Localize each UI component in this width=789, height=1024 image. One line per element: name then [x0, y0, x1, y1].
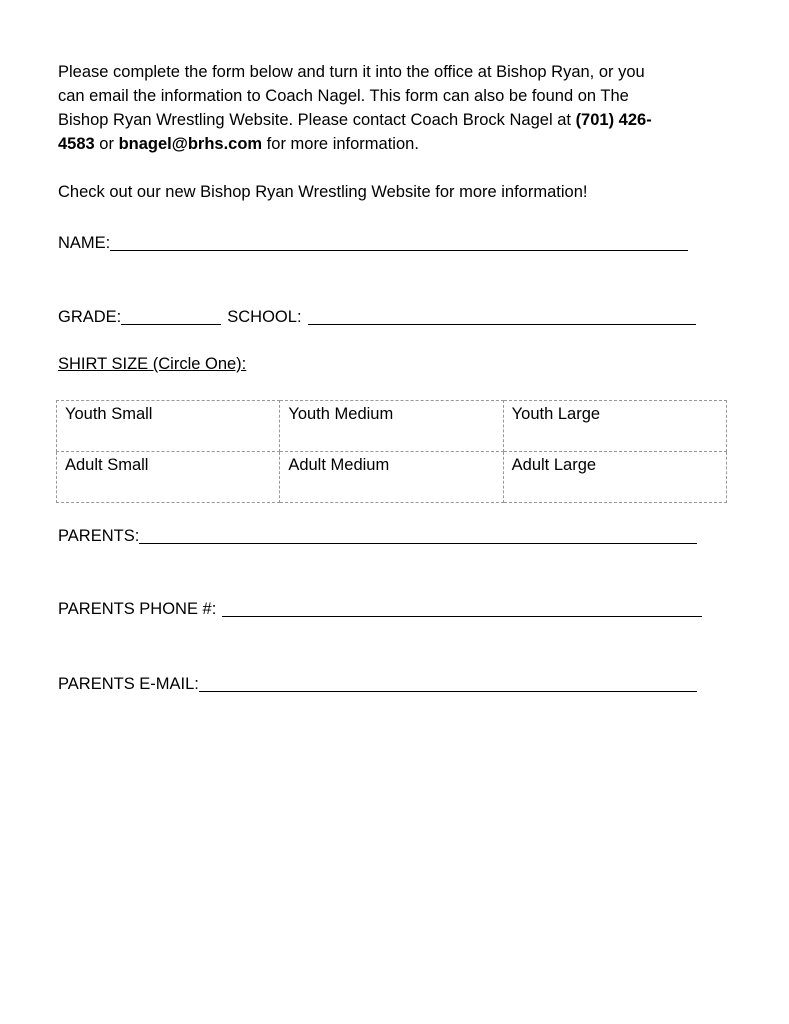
- parents-field[interactable]: [58, 525, 697, 547]
- website-note: Check out our new Bishop Ryan Wrestling Website for more information!: [58, 183, 588, 201]
- grade-label: GRADE:: [58, 308, 122, 326]
- school-blank[interactable]: [308, 306, 696, 325]
- intro-line-4: [58, 132, 419, 156]
- shirt-size-option[interactable]: Youth Large: [503, 401, 726, 452]
- shirt-size-table: [56, 400, 727, 503]
- parents-email-blank[interactable]: [199, 673, 697, 692]
- name-blank[interactable]: [110, 232, 688, 251]
- intro-line-3: [58, 108, 652, 132]
- shirt-size-option[interactable]: Youth Medium: [280, 401, 503, 452]
- shirt-size-option[interactable]: Adult Small: [57, 452, 280, 503]
- parents-label: PARENTS:: [58, 527, 140, 545]
- shirt-size-row-youth: [57, 401, 727, 452]
- parents-phone-field[interactable]: [58, 598, 702, 620]
- school-label: SCHOOL:: [227, 308, 302, 326]
- grade-blank[interactable]: [121, 306, 221, 325]
- parents-email-field[interactable]: [58, 673, 697, 695]
- shirt-size-option[interactable]: Adult Medium: [280, 452, 503, 503]
- intro-or: or: [94, 135, 119, 153]
- shirt-size-option[interactable]: Adult Large: [503, 452, 726, 503]
- shirt-size-option[interactable]: Youth Small: [57, 401, 280, 452]
- parents-phone-label: PARENTS PHONE #:: [58, 600, 217, 618]
- coach-phone-part-1: (701) 426-: [575, 111, 652, 129]
- shirt-size-row-adult: [57, 452, 727, 503]
- name-label: NAME:: [58, 234, 111, 252]
- shirt-size-label: SHIRT SIZE (Circle One):: [58, 355, 247, 373]
- intro-end: for more information.: [262, 135, 419, 153]
- name-field[interactable]: [58, 232, 688, 254]
- coach-phone-part-2: 4583: [58, 135, 95, 153]
- parents-blank[interactable]: [139, 525, 697, 544]
- intro-line-2: can email the information to Coach Nagel. This form can also be found on The: [58, 87, 629, 105]
- grade-school-row: [58, 306, 696, 328]
- coach-email: bnagel@brhs.com: [118, 135, 263, 153]
- intro-line-1: Please complete the form below and turn it into the office at Bishop Ryan, or you: [58, 63, 645, 81]
- intro-text: Bishop Ryan Wrestling Website. Please contact Coach Brock Nagel at: [58, 111, 576, 129]
- parents-email-label: PARENTS E-MAIL:: [58, 675, 199, 693]
- parents-phone-blank[interactable]: [222, 598, 702, 617]
